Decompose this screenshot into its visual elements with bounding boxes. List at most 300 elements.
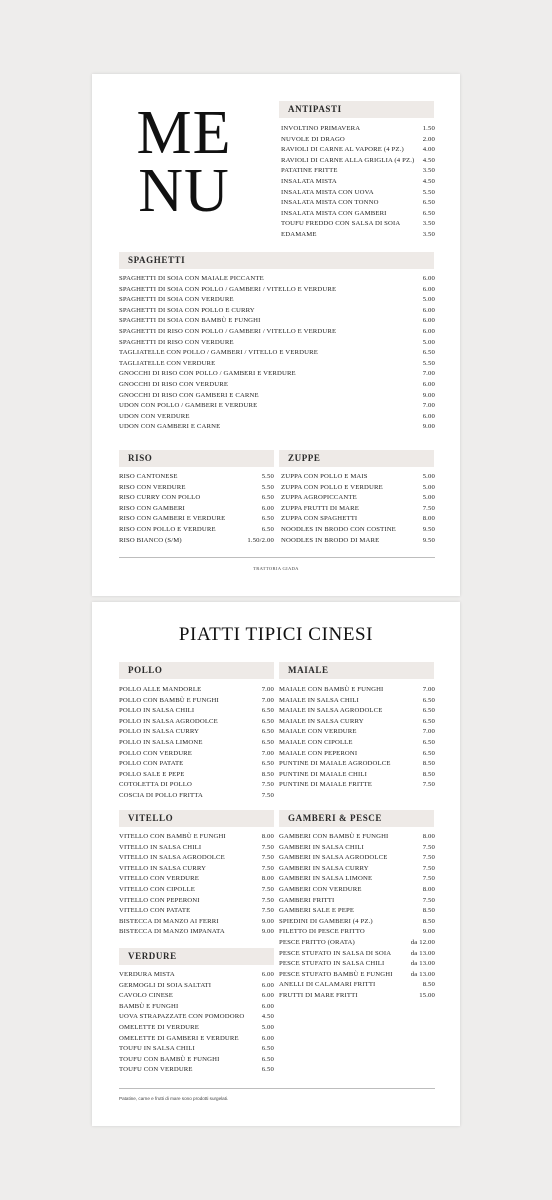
menu-item-price: 8.50 xyxy=(422,917,435,925)
menu-item-name: UDON CON POLLO / GAMBERI E VERDURE xyxy=(119,402,258,410)
menu-item-price: da 13.00 xyxy=(410,949,435,957)
footnote-frozen-products: Patatine, carne e frutti di mare sono prodotti surgelati. xyxy=(119,1096,229,1101)
menu-item-name: COTOLETTA DI POLLO xyxy=(119,781,192,789)
menu-item-price: 9.00 xyxy=(261,917,274,925)
menu-item xyxy=(119,1012,274,1023)
menu-item-name: BISTECCA DI MANZO AI FERRI xyxy=(119,917,219,925)
menu-item xyxy=(281,504,435,515)
menu-item-price: 7.00 xyxy=(422,370,435,378)
menu-item-name: RAVIOLI DI CARNE AL VAPORE (4 PZ.) xyxy=(281,146,404,154)
menu-item-name: FRUTTI DI MARE FRITTI xyxy=(279,991,358,999)
menu-item-name: OMELETTE DI VERDURE xyxy=(119,1023,199,1031)
menu-item xyxy=(119,401,435,412)
menu-item xyxy=(119,1034,274,1045)
menu-item-name: SPAGHETTI DI SOIA CON VERDURE xyxy=(119,296,234,304)
menu-item-price: 6.50 xyxy=(261,525,274,533)
menu-item-name: RISO CON GAMBERI E VERDURE xyxy=(119,515,226,523)
section-header-zuppe: ZUPPE xyxy=(279,450,434,467)
menu-item-price: 5.00 xyxy=(422,473,435,480)
menu-item xyxy=(279,991,435,1002)
menu-item-price: 5.50 xyxy=(422,359,435,367)
menu-item-price: 5.50 xyxy=(422,188,435,196)
section-header-pollo: POLLO xyxy=(119,662,274,679)
menu-item xyxy=(119,348,435,359)
menu-item-price: 6.50 xyxy=(422,349,435,357)
menu-item-price: 8.50 xyxy=(422,760,435,768)
menu-item xyxy=(279,906,435,917)
menu-item-name: ZUPPA CON POLLO E VERDURE xyxy=(281,483,383,491)
menu-item xyxy=(119,1023,274,1034)
menu-item-name: NUVOLE DI DRAGO xyxy=(281,135,345,143)
menu-item-name: POLLO CON PATATE xyxy=(119,760,184,768)
menu-item-price: 5.50 xyxy=(261,483,274,491)
menu-item xyxy=(281,198,435,209)
menu-item xyxy=(119,1002,274,1013)
menu-item-price: 6.50 xyxy=(422,696,435,704)
menu-item-name: GAMBERI IN SALSA CHILI xyxy=(279,843,364,851)
menu-item xyxy=(279,832,435,843)
menu-item-price: 6.00 xyxy=(261,1034,274,1042)
menu-item-name: VITELLO IN SALSA CHILI xyxy=(119,843,202,851)
menu-item xyxy=(119,514,274,525)
menu-item-price: 7.50 xyxy=(422,854,435,862)
menu-item-price: 1.50 xyxy=(422,125,435,132)
menu-item xyxy=(279,738,435,749)
menu-item-name: POLLO IN SALSA CHILI xyxy=(119,707,195,715)
menu-item-price: 5.00 xyxy=(261,1023,274,1031)
menu-item xyxy=(119,274,435,285)
menu-item-name: RISO CURRY CON POLLO xyxy=(119,494,201,502)
menu-item xyxy=(119,295,435,306)
menu-item-name: BAMBÙ E FUNGHI xyxy=(119,1002,179,1010)
menu-item-price: 8.00 xyxy=(261,875,274,883)
menu-item-price: da 12.00 xyxy=(410,938,435,946)
menu-item xyxy=(119,536,274,547)
menu-item xyxy=(119,412,435,423)
menu-item xyxy=(279,749,435,760)
menu-item xyxy=(119,1055,274,1066)
menu-item xyxy=(279,970,435,981)
menu-item-name: SPAGHETTI DI RISO CON VERDURE xyxy=(119,338,234,346)
menu-item-price: 7.50 xyxy=(422,875,435,883)
menu-item xyxy=(279,896,435,907)
menu-item-name: RISO CON GAMBERI xyxy=(119,504,185,512)
menu-item-price: 4.50 xyxy=(422,156,435,164)
menu-item xyxy=(119,525,274,536)
menu-item-name: POLLO ALLE MANDORLE xyxy=(119,686,202,693)
menu-item xyxy=(119,717,274,728)
menu-item-price: 7.00 xyxy=(261,696,274,704)
divider xyxy=(119,1088,435,1089)
menu-item-price: 9.50 xyxy=(422,536,435,544)
menu-item-name: SPAGHETTI DI SOIA CON POLLO / GAMBERI / VITELLO E VERDURE xyxy=(119,285,337,293)
menu-item xyxy=(279,780,435,791)
menu-item-name: UDON CON VERDURE xyxy=(119,412,190,420)
menu-item-name: GNOCCHI DI RISO CON GAMBERI E CARNE xyxy=(119,391,259,399)
menu-item-price: 1.50/2.00 xyxy=(247,536,274,544)
menu-item-price: 6.00 xyxy=(422,327,435,335)
menu-item-name: CAVOLO CINESE xyxy=(119,992,174,1000)
menu-item xyxy=(119,338,435,349)
menu-item xyxy=(281,219,435,230)
menu-item-price: 7.50 xyxy=(422,896,435,904)
list-spaghetti xyxy=(119,274,435,433)
menu-item-price: 3.50 xyxy=(422,167,435,175)
menu-item-price: 7.50 xyxy=(422,504,435,512)
menu-item-price: 6.50 xyxy=(261,728,274,736)
menu-item-name: VITELLO IN SALSA AGRODOLCE xyxy=(119,854,225,862)
menu-item-price: 6.50 xyxy=(422,738,435,746)
menu-item xyxy=(119,917,274,928)
menu-item-price: 6.50 xyxy=(261,738,274,746)
menu-item xyxy=(279,917,435,928)
menu-item-price: 7.50 xyxy=(261,864,274,872)
menu-item xyxy=(281,145,435,156)
menu-item-name: GAMBERI FRITTI xyxy=(279,896,335,904)
menu-item-name: GAMBERI IN SALSA CURRY xyxy=(279,864,369,872)
menu-item xyxy=(119,369,435,380)
menu-item-price: 7.50 xyxy=(261,854,274,862)
menu-item-price: 6.50 xyxy=(261,494,274,502)
menu-item-name: ZUPPA CON SPAGHETTI xyxy=(281,515,358,523)
menu-item xyxy=(279,843,435,854)
menu-item-name: INSALATA MISTA CON GAMBERI xyxy=(281,209,387,217)
menu-item-price: 9.00 xyxy=(422,928,435,936)
menu-item-price: 7.00 xyxy=(422,728,435,736)
section-header-vitello: VITELLO xyxy=(119,810,274,827)
menu-item xyxy=(119,991,274,1002)
menu-item-price: 8.50 xyxy=(422,981,435,989)
menu-item-name: VITELLO IN SALSA CURRY xyxy=(119,864,207,872)
menu-item-price: 7.00 xyxy=(261,749,274,757)
menu-item xyxy=(279,770,435,781)
menu-item xyxy=(119,316,435,327)
section-header-verdure: VERDURE xyxy=(119,948,274,965)
menu-item xyxy=(279,759,435,770)
menu-item-name: ZUPPA FRUTTI DI MARE xyxy=(281,504,359,512)
section-header-spaghetti: SPAGHETTI xyxy=(119,252,434,269)
list-antipasti xyxy=(281,124,435,241)
menu-item-price: 6.00 xyxy=(261,504,274,512)
menu-title xyxy=(120,99,248,225)
menu-item-price: da 13.00 xyxy=(410,960,435,968)
menu-item-name: TOUFU FREDDO CON SALSA DI SOIA xyxy=(281,220,401,228)
menu-item-price: 6.00 xyxy=(261,971,274,978)
menu-title-line-1: ME xyxy=(136,99,232,167)
menu-item xyxy=(119,770,274,781)
menu-item-price: 6.50 xyxy=(261,1066,274,1074)
menu-item xyxy=(281,536,435,547)
menu-item xyxy=(119,1044,274,1055)
menu-item xyxy=(281,483,435,494)
menu-item-name: UOVA STRAPAZZATE CON POMODORO xyxy=(119,1013,245,1021)
section-header-antipasti: ANTIPASTI xyxy=(279,101,434,118)
menu-item-name: INSALATA MISTA CON UOVA xyxy=(281,188,374,196)
menu-item-price: 5.00 xyxy=(422,494,435,502)
menu-item-name: ZUPPA AGROPICCANTE xyxy=(281,494,357,502)
menu-item-name: FILETTO DI PESCE FRITTO xyxy=(279,928,365,936)
menu-item-name: POLLO CON VERDURE xyxy=(119,749,193,757)
menu-item-name: GAMBERI IN SALSA LIMONE xyxy=(279,875,373,883)
menu-item-name: BISTECCA DI MANZO IMPANATA xyxy=(119,928,225,936)
menu-item-name: INSALATA MISTA CON TONNO xyxy=(281,199,379,207)
menu-item-price: 7.50 xyxy=(422,843,435,851)
menu-item-price: 4.50 xyxy=(422,177,435,185)
menu-item-price: 8.00 xyxy=(422,833,435,840)
menu-item xyxy=(119,359,435,370)
menu-item-price: 9.50 xyxy=(422,525,435,533)
menu-item xyxy=(279,727,435,738)
menu-item-name: GNOCCHI DI RISO CON VERDURE xyxy=(119,380,229,388)
menu-item xyxy=(119,906,274,917)
menu-item-name: PATATINE FRITTE xyxy=(281,167,338,175)
menu-item-name: OMELETTE DI GAMBERI E VERDURE xyxy=(119,1034,239,1042)
menu-item-price: 6.50 xyxy=(261,717,274,725)
menu-item xyxy=(279,885,435,896)
menu-item-name: TOUFU IN SALSA CHILI xyxy=(119,1045,195,1053)
menu-item-price: 9.00 xyxy=(422,423,435,431)
menu-item-name: PUNTINE DI MAIALE CHILI xyxy=(279,770,367,778)
menu-item-name: PESCE STUFATO IN SALSA DI SOIA xyxy=(279,949,392,957)
menu-item xyxy=(119,306,435,317)
menu-item-name: SPAGHETTI DI SOIA CON MAIALE PICCANTE xyxy=(119,275,264,282)
menu-item-name: POLLO IN SALSA CURRY xyxy=(119,728,200,736)
menu-item xyxy=(281,188,435,199)
menu-item-name: POLLO SALE E PEPE xyxy=(119,770,185,778)
menu-item-price: 6.00 xyxy=(261,1002,274,1010)
menu-item xyxy=(119,864,274,875)
menu-item-price: 6.50 xyxy=(261,707,274,715)
menu-item xyxy=(119,285,435,296)
page-title: PIATTI TIPICI CINESI xyxy=(178,624,374,645)
menu-item-name: VITELLO CON PATATE xyxy=(119,907,191,915)
menu-item xyxy=(119,1065,274,1076)
menu-item xyxy=(281,514,435,525)
menu-item xyxy=(119,843,274,854)
menu-item-price: 6.00 xyxy=(422,285,435,293)
menu-item-price: 7.50 xyxy=(261,781,274,789)
menu-item-name: PUNTINE DI MAIALE AGRODOLCE xyxy=(279,760,391,768)
menu-item-price: 7.50 xyxy=(261,843,274,851)
menu-item-name: MAIALE CON CIPOLLE xyxy=(279,738,353,746)
menu-item-name: ZUPPA CON POLLO E MAIS xyxy=(281,473,368,480)
menu-item-price: 6.50 xyxy=(422,749,435,757)
list-pollo xyxy=(119,685,274,802)
menu-item-price: 3.50 xyxy=(422,220,435,228)
menu-item-name: GAMBERI CON BAMBÙ E FUNGHI xyxy=(279,833,389,840)
menu-item-name: POLLO CON BAMBÙ E FUNGHI xyxy=(119,696,219,704)
menu-item-price: 15.00 xyxy=(419,991,435,999)
menu-item-price: 6.50 xyxy=(261,515,274,523)
menu-page-2 xyxy=(92,602,460,1126)
menu-item-name: NOODLES IN BRODO DI MARE xyxy=(281,536,380,544)
menu-item xyxy=(119,885,274,896)
menu-item-price: 6.50 xyxy=(422,717,435,725)
menu-item-price: 6.50 xyxy=(261,760,274,768)
menu-item-name: RISO CANTONESE xyxy=(119,473,178,480)
menu-item-name: PESCE STUFATO BAMBÙ E FUNGHI xyxy=(279,970,393,978)
menu-item xyxy=(119,853,274,864)
menu-item-name: SPIEDINI DI GAMBERI (4 PZ.) xyxy=(279,917,373,925)
menu-item xyxy=(119,696,274,707)
menu-item-price: 7.50 xyxy=(261,885,274,893)
menu-item-price: 5.00 xyxy=(422,338,435,346)
menu-item-price: 8.50 xyxy=(422,907,435,915)
menu-item xyxy=(281,493,435,504)
menu-item xyxy=(279,874,435,885)
list-zuppe xyxy=(281,472,435,546)
menu-item-name: COSCIA DI POLLO FRITTA xyxy=(119,791,203,799)
menu-item-name: GAMBERI SALE E PEPE xyxy=(279,907,355,915)
menu-item-name: EDAMAME xyxy=(281,230,317,238)
menu-item-price: 5.00 xyxy=(422,296,435,304)
menu-item-name: MAIALE CON VERDURE xyxy=(279,728,357,736)
menu-item xyxy=(119,874,274,885)
menu-item-price: 4.50 xyxy=(261,1013,274,1021)
menu-item-price: 8.50 xyxy=(422,770,435,778)
menu-item-price: 6.50 xyxy=(422,209,435,217)
menu-item-price: 7.00 xyxy=(422,402,435,410)
menu-item-name: PESCE STUFATO IN SALSA CHILI xyxy=(279,960,385,968)
menu-item-price: 8.00 xyxy=(422,515,435,523)
menu-item xyxy=(119,749,274,760)
menu-item-price: 7.50 xyxy=(422,864,435,872)
menu-item-price: 7.50 xyxy=(261,791,274,799)
list-vitello xyxy=(119,832,274,938)
menu-item-name: PUNTINE DI MAIALE FRITTE xyxy=(279,781,372,789)
menu-item xyxy=(119,981,274,992)
menu-item-name: MAIALE IN SALSA CURRY xyxy=(279,717,364,725)
list-gamberi-pesce xyxy=(279,832,435,1002)
menu-item-price: 2.00 xyxy=(422,135,435,143)
menu-item xyxy=(119,391,435,402)
menu-item xyxy=(119,727,274,738)
menu-item-price: 9.00 xyxy=(422,391,435,399)
menu-item xyxy=(281,230,435,241)
menu-item xyxy=(119,970,274,981)
menu-item-name: GAMBERI IN SALSA AGRODOLCE xyxy=(279,854,388,862)
menu-item-name: PESCE FRITTO (ORATA) xyxy=(279,938,355,946)
menu-item xyxy=(279,853,435,864)
menu-item-price: 5.50 xyxy=(261,473,274,480)
menu-item xyxy=(119,472,274,483)
menu-item xyxy=(119,927,274,938)
menu-item-name: MAIALE IN SALSA CHILI xyxy=(279,696,359,704)
menu-item-price: 6.00 xyxy=(422,306,435,314)
menu-item-price: 7.00 xyxy=(261,686,274,693)
menu-item xyxy=(119,896,274,907)
menu-item-name: MAIALE CON BAMBÙ E FUNGHI xyxy=(279,686,384,693)
menu-item-price: 6.50 xyxy=(261,1055,274,1063)
menu-item-price: 6.50 xyxy=(261,1045,274,1053)
menu-item-price: 6.00 xyxy=(261,981,274,989)
section-header-gamberi-pesce: GAMBERI & PESCE xyxy=(279,810,434,827)
menu-item xyxy=(119,380,435,391)
menu-item-price: 3.50 xyxy=(422,230,435,238)
menu-title-line-2: NU xyxy=(138,157,230,225)
menu-page-1 xyxy=(92,74,460,596)
menu-item-price: 4.00 xyxy=(422,146,435,154)
menu-item xyxy=(281,156,435,167)
menu-item xyxy=(281,135,435,146)
menu-item xyxy=(119,422,435,433)
menu-item xyxy=(279,685,435,696)
menu-item-name: GERMOGLI DI SOIA SALTATI xyxy=(119,981,212,989)
menu-item xyxy=(119,791,274,802)
menu-item-name: SPAGHETTI DI SOIA CON POLLO E CURRY xyxy=(119,306,255,314)
menu-item-name: INSALATA MISTA xyxy=(281,177,337,185)
menu-item xyxy=(119,780,274,791)
menu-item-price: 7.50 xyxy=(422,781,435,789)
menu-item-name: TAGLIATELLE CON POLLO / GAMBERI / VITELLO E VERDURE xyxy=(119,349,318,357)
menu-item-name: VERDURA MISTA xyxy=(119,971,175,978)
menu-item-name: GAMBERI CON VERDURE xyxy=(279,885,362,893)
menu-item-name: NOODLES IN BRODO CON COSTINE xyxy=(281,525,396,533)
menu-item xyxy=(281,525,435,536)
menu-item xyxy=(279,706,435,717)
menu-item-name: RAVIOLI DI CARNE ALLA GRIGLIA (4 PZ.) xyxy=(281,156,415,164)
menu-item xyxy=(279,959,435,970)
menu-item-price: 6.50 xyxy=(422,199,435,207)
menu-item-price: da 13.00 xyxy=(410,970,435,978)
menu-item xyxy=(281,124,435,135)
menu-item xyxy=(281,472,435,483)
menu-item-name: SPAGHETTI DI SOIA CON BAMBÙ E FUNGHI xyxy=(119,317,261,325)
list-riso xyxy=(119,472,274,546)
menu-item xyxy=(119,685,274,696)
menu-item xyxy=(279,864,435,875)
menu-item xyxy=(119,832,274,843)
menu-item xyxy=(279,949,435,960)
menu-item-name: VITELLO CON CIPOLLE xyxy=(119,885,196,893)
menu-item-name: MAIALE CON PEPERONI xyxy=(279,749,358,757)
menu-item-price: 8.00 xyxy=(261,833,274,840)
menu-item-price: 9.00 xyxy=(261,928,274,936)
menu-item-price: 6.00 xyxy=(422,317,435,325)
menu-item-name: TOUFU CON VERDURE xyxy=(119,1066,193,1074)
menu-item-name: POLLO IN SALSA AGRODOLCE xyxy=(119,717,218,725)
menu-item xyxy=(281,166,435,177)
menu-item-name: TOUFU CON BAMBÙ E FUNGHI xyxy=(119,1055,220,1063)
menu-item-name: GNOCCHI DI RISO CON POLLO / GAMBERI E VERDURE xyxy=(119,370,296,378)
menu-item-name: RISO CON POLLO E VERDURE xyxy=(119,525,216,533)
menu-item xyxy=(279,696,435,707)
menu-item-price: 7.50 xyxy=(261,896,274,904)
menu-item-name: UDON CON GAMBERI E CARNE xyxy=(119,423,221,431)
menu-item-name: ANELLI DI CALAMARI FRITTI xyxy=(279,981,376,989)
menu-item xyxy=(119,759,274,770)
menu-item xyxy=(279,938,435,949)
menu-item xyxy=(281,209,435,220)
menu-item xyxy=(279,980,435,991)
menu-item-price: 7.00 xyxy=(422,686,435,693)
section-header-riso: RISO xyxy=(119,450,274,467)
menu-item-name: POLLO IN SALSA LIMONE xyxy=(119,738,203,746)
menu-item-name: TAGLIATELLE CON VERDURE xyxy=(119,359,216,367)
menu-item xyxy=(119,738,274,749)
menu-item-name: RISO CON VERDURE xyxy=(119,483,186,491)
menu-item-price: 5.00 xyxy=(422,483,435,491)
section-header-maiale: MAIALE xyxy=(279,662,434,679)
menu-item-price: 6.00 xyxy=(422,412,435,420)
list-verdure xyxy=(119,970,274,1076)
menu-item-name: VITELLO CON PEPERONI xyxy=(119,896,200,904)
list-maiale xyxy=(279,685,435,791)
menu-item xyxy=(119,493,274,504)
menu-item xyxy=(279,927,435,938)
menu-item-price: 6.00 xyxy=(422,380,435,388)
menu-item-price: 8.50 xyxy=(261,770,274,778)
